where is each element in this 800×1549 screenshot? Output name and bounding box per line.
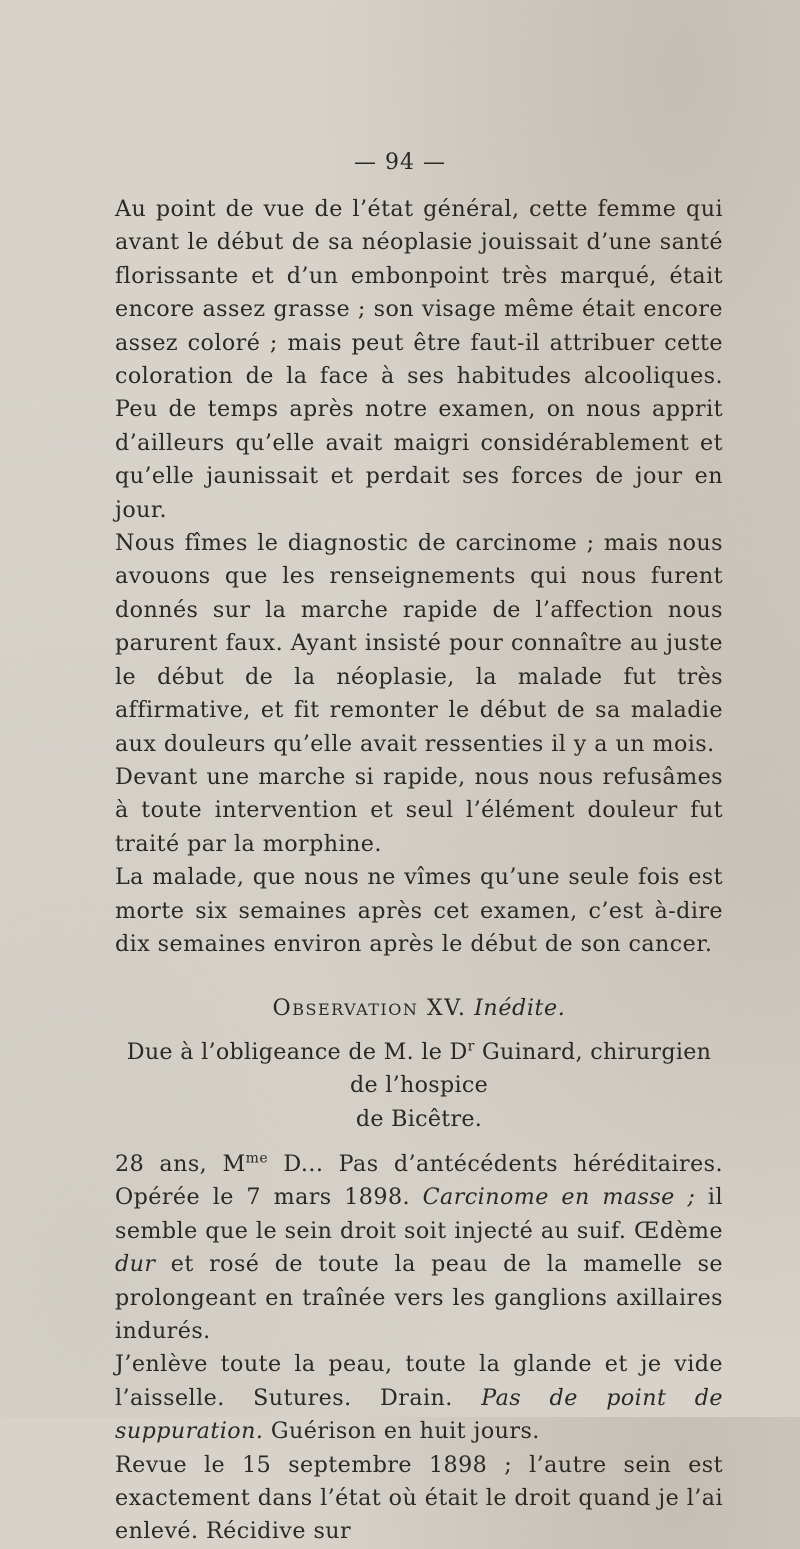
case-italic: Pas de point de suppuration. bbox=[115, 1384, 723, 1445]
case-sup: me bbox=[245, 1150, 269, 1167]
case-paragraph-review: Revue le 15 septembre 1898 ; l’autre sein est exactement dans l’état où était le droit quand je l’ai enlevé. Récidive sur bbox=[115, 1451, 723, 1545]
case-paragraph-operation bbox=[115, 1348, 723, 1448]
observation-status: Inédite. bbox=[474, 995, 566, 1022]
paragraph-outcome: La malade, que nous ne vîmes qu’une seule fois est morte six semaines après cet examen, c’est à-dire dix semaines environ après le début de son cancer. bbox=[115, 864, 723, 957]
observation-heading bbox=[115, 992, 723, 1025]
paragraph-general-state: Au point de vue de l’état général, cette femme qui avant le début de sa néoplasie jouissait d’une santé florissante et d’un embonpoint très marqué, était encore assez grasse ; son visage même était encore assez coloré ; mais peut être faut-il attribuer cette coloration de la face à ses habitudes alcooliques. Peu de temps après notre examen, on nous apprit d’ailleurs qu’elle avait maigri considérablement et qu’elle jaunissait et perdait ses forces de jour en jour. bbox=[115, 196, 723, 523]
case-text: D... Pas d’antécédents héréditaires. Opérée le 7 mars 1898. bbox=[115, 1150, 723, 1211]
observation-label: Observation XV. bbox=[272, 995, 467, 1022]
paragraph-intervention: Devant une marche si rapide, nous nous refusâmes à toute intervention et seul l’élément douleur fut traité par la morphine. bbox=[115, 763, 723, 857]
case-text: Guérison en huit jours. bbox=[263, 1418, 540, 1445]
credit-text-start: Due à l’obligeance de M. le D bbox=[126, 1038, 468, 1065]
case-text: il semble que le sein droit soit injecté au suif. Œdème bbox=[115, 1184, 723, 1244]
case-italic: Carcinome en masse ; bbox=[422, 1184, 696, 1211]
case-paragraph-history bbox=[115, 1148, 723, 1348]
case-italic: dur bbox=[115, 1251, 156, 1278]
case-text: et rosé de toute la peau de la mamelle se prolongeant en traînée vers les ganglions axillaires indurés. bbox=[115, 1251, 723, 1344]
credit-sup: r bbox=[467, 1038, 475, 1055]
page-body bbox=[115, 193, 723, 1549]
case-text: 28 ans, M bbox=[115, 1150, 246, 1177]
credit-line-2: de Bicêtre. bbox=[355, 1105, 483, 1132]
observation-credit bbox=[115, 1036, 723, 1136]
case-text: J’enlève toute la peau, toute la glande et je vide l’aisselle. Sutures. Drain. bbox=[115, 1351, 723, 1411]
credit-text-end: Guinard, chirurgien de l’hospice bbox=[349, 1038, 712, 1099]
paragraph-diagnosis: Nous fîmes le diagnostic de carcinome ; mais nous avouons que les renseignements qui nous furent donnés sur la marche rapide de l’affection nous parurent faux. Ayant insisté pour connaître au juste le début de la néoplasie, la malade fut très affirmative, et fit remonter le début de sa maladie aux douleurs qu’elle avait ressenties il y a un mois. bbox=[115, 530, 723, 757]
page-number: — 94 — bbox=[354, 150, 446, 175]
